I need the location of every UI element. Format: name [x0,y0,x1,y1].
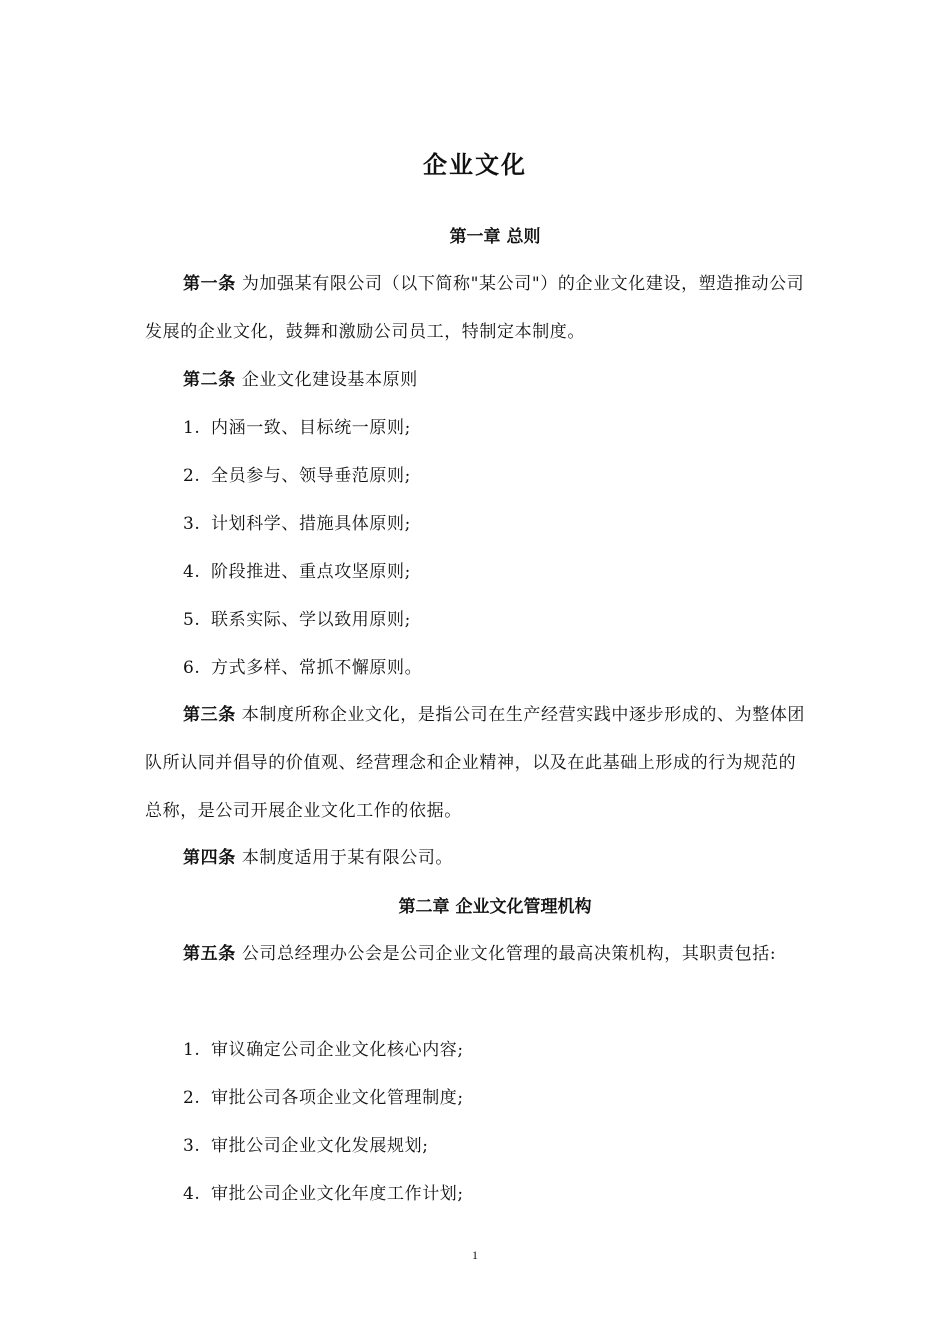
article-5-text: 公司总经理办公会是公司企业文化管理的最高决策机构，其职责包括: [241,944,777,964]
principle-item [183,415,803,441]
principle-number: 1. [183,418,201,438]
duty-text: 审批公司企业文化发展规划; [211,1136,429,1156]
duty-number: 3. [183,1136,201,1156]
principle-number: 4. [183,562,201,582]
article-5-label: 第五条 [183,944,236,964]
principle-text: 内涵一致、目标统一原则; [211,418,411,438]
principle-text: 联系实际、学以致用原则; [211,610,411,630]
article-1 [145,260,810,356]
duty-item [183,1181,803,1207]
article-3 [145,691,810,835]
article-5 [145,930,810,978]
duty-text: 审议确定公司企业文化核心内容; [211,1040,464,1060]
article-4 [145,834,810,882]
article-2 [145,356,810,404]
article-3-text: 本制度所称企业文化，是指公司在生产经营实践中逐步形成的、为整体团队所认同并倡导的价值观、经营理念和企业精神，以及在此基础上形成的行为规范的总称，是公司开展企业文化工作的依据。 [145,705,806,821]
article-3-label: 第三条 [183,705,236,725]
principle-number: 3. [183,514,201,534]
duty-text: 审批公司企业文化年度工作计划; [211,1184,464,1204]
duty-text: 审批公司各项企业文化管理制度; [211,1088,464,1108]
article-2-text: 企业文化建设基本原则 [241,370,418,390]
duty-item [183,1037,803,1063]
principle-text: 计划科学、措施具体原则; [211,514,411,534]
article-1-label: 第一条 [183,274,236,294]
principle-number: 5. [183,610,201,630]
principle-number: 6. [183,658,201,678]
duty-number: 1. [183,1040,201,1060]
page-number: 1 [472,1248,478,1262]
duty-item [183,1085,803,1111]
chapter-1-heading: 第一章 总则 [449,227,541,247]
article-2-label: 第二条 [183,370,236,390]
principle-number: 2. [183,466,201,486]
article-1-text: 为加强某有限公司（以下简称"某公司"）的企业文化建设，塑造推动公司发展的企业文化，鼓舞和激励公司员工，特制定本制度。 [145,274,805,342]
chapter-2-heading: 第二章 企业文化管理机构 [398,897,592,917]
document-title: 企业文化 [423,150,527,179]
principle-item [183,559,803,585]
principle-item [183,655,803,681]
article-4-label: 第四条 [183,848,236,868]
article-4-text: 本制度适用于某有限公司。 [241,848,454,868]
principle-item [183,511,803,537]
principle-text: 全员参与、领导垂范原则; [211,466,411,486]
principle-item [183,607,803,633]
principle-text: 方式多样、常抓不懈原则。 [211,658,423,678]
duty-number: 4. [183,1184,201,1204]
principle-item [183,463,803,489]
duty-number: 2. [183,1088,201,1108]
duty-item [183,1133,803,1159]
principle-text: 阶段推进、重点攻坚原则; [211,562,411,582]
